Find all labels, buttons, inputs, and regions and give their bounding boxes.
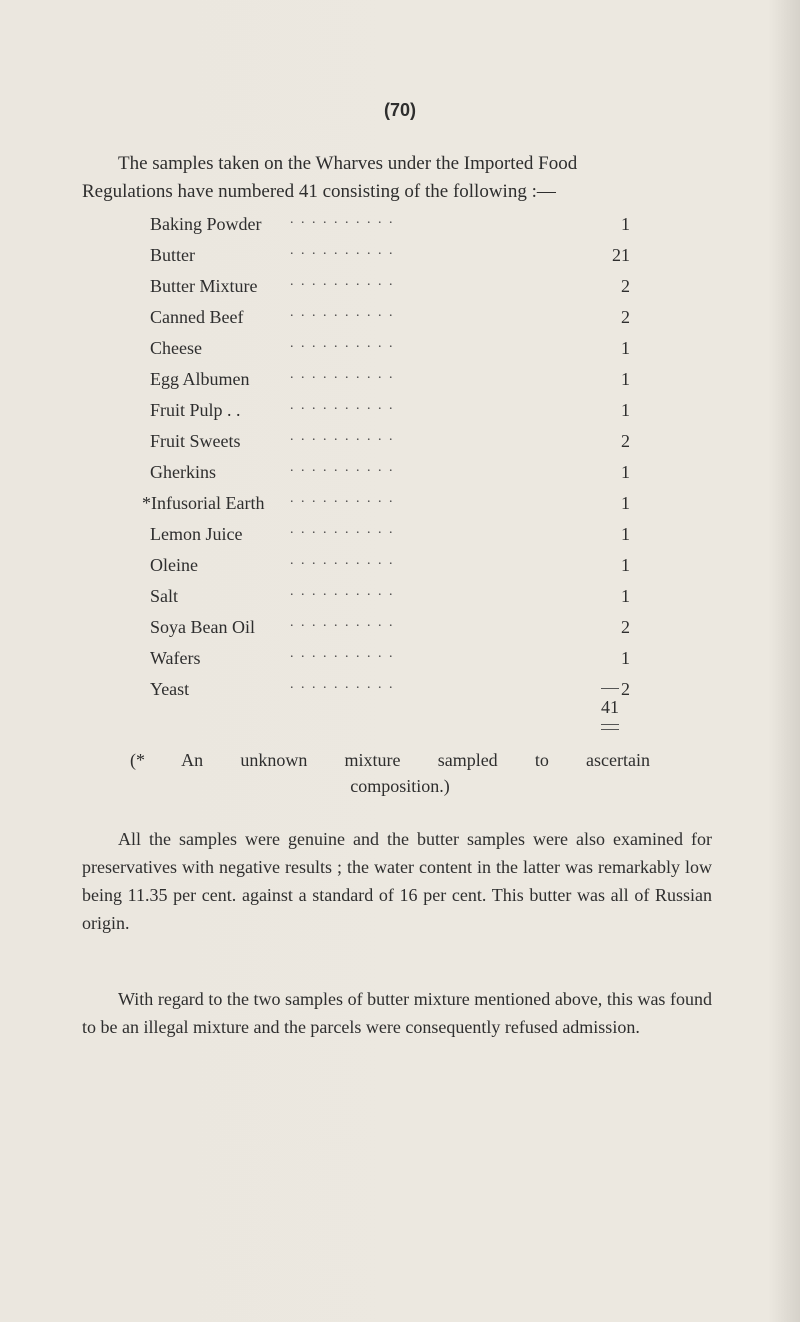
list-item [150, 214, 630, 245]
item-count: 1 [621, 524, 630, 544]
item-name: *Infusorial Earth [142, 493, 265, 513]
item-name: Lemon Juice [150, 524, 243, 544]
sum-rule [601, 688, 619, 689]
item-name: Canned Beef [150, 307, 244, 327]
total-block [590, 680, 630, 730]
item-name: Fruit Pulp . . [150, 400, 241, 420]
item-count: 1 [621, 369, 630, 389]
page-number: (70) [383, 100, 416, 120]
leader-dots: . . . . . . . . . . [290, 305, 395, 320]
item-count: 21 [612, 245, 630, 265]
list-item [150, 648, 630, 679]
item-name: Butter Mixture [150, 276, 258, 296]
item-count: 2 [621, 679, 630, 699]
list-item [150, 462, 630, 493]
list-item [150, 307, 630, 338]
item-name: Fruit Sweets [150, 431, 241, 451]
leader-dots: . . . . . . . . . . [290, 336, 395, 351]
list-item [150, 245, 630, 276]
item-name: Oleine [150, 555, 198, 575]
item-name: Soya Bean Oil [150, 617, 255, 637]
leader-dots: . . . . . . . . . . [290, 522, 395, 537]
item-count: 1 [621, 648, 630, 668]
leader-dots: . . . . . . . . . . [290, 429, 395, 444]
leader-dots: . . . . . . . . . . [290, 398, 395, 413]
item-name: Egg Albumen [150, 369, 250, 389]
leader-dots: . . . . . . . . . . [290, 367, 395, 382]
paragraph-results: All the samples were genuine and the butter samples were also examined for preservatives with negative results ; the water content in the latter was remarkably low being 11.35 per cent. against a standard of 16 per cent. This butter was all of Russian origin. [82, 829, 712, 933]
list-item [150, 524, 630, 555]
leader-dots: . . . . . . . . . . [290, 274, 395, 289]
item-count: 1 [621, 462, 630, 482]
leader-dots: . . . . . . . . . . [290, 584, 395, 599]
leader-dots: . . . . . . . . . . [290, 491, 395, 506]
leader-dots: . . . . . . . . . . [290, 243, 395, 258]
item-count: 2 [621, 617, 630, 637]
item-name: Butter [150, 245, 195, 265]
item-name: Baking Powder [150, 214, 262, 234]
item-name: Yeast [150, 679, 190, 699]
item-count: 1 [621, 214, 630, 234]
leader-dots: . . . . . . . . . . [290, 460, 395, 475]
list-item [150, 400, 630, 431]
leader-dots: . . . . . . . . . . [290, 646, 395, 661]
list-item [150, 338, 630, 369]
item-name: Wafers [150, 648, 201, 668]
item-count: 1 [621, 555, 630, 575]
list-item [150, 617, 630, 648]
footnote-line-1: (* An unknown mixture sampled to ascertain [130, 750, 650, 770]
list-item [150, 555, 630, 586]
list-item [150, 369, 630, 400]
item-count: 1 [621, 586, 630, 606]
intro-line-2: Regulations have numbered 41 consisting of the following :— [82, 181, 556, 202]
item-count: 2 [621, 431, 630, 451]
total-count: 41 [601, 697, 619, 717]
sample-list [142, 212, 630, 710]
list-item [150, 431, 630, 462]
list-item [150, 276, 630, 307]
item-count: 1 [621, 338, 630, 358]
item-count: 1 [621, 400, 630, 420]
item-name: Cheese [150, 338, 202, 358]
intro-line-1: The samples taken on the Wharves under the Imported Food [118, 153, 578, 174]
leader-dots: . . . . . . . . . . [290, 553, 395, 568]
leader-dots: . . . . . . . . . . [290, 212, 395, 227]
intro-paragraph [82, 150, 742, 206]
paragraph-butter-mixture: With regard to the two samples of butter mixture mentioned above, this was found to be an illegal mixture and the parcels were consequently refused admission. [82, 989, 712, 1037]
list-item [150, 679, 630, 710]
item-name: Salt [150, 586, 179, 606]
leader-dots: . . . . . . . . . . [290, 677, 395, 692]
item-count: 2 [621, 307, 630, 327]
leader-dots: . . . . . . . . . . [290, 615, 395, 630]
footnote-line-2: composition.) [350, 776, 450, 796]
item-name: Gherkins [150, 462, 216, 482]
list-item [150, 586, 630, 617]
double-rule [601, 724, 619, 730]
list-item [142, 491, 630, 524]
item-count: 1 [621, 493, 630, 513]
item-count: 2 [621, 276, 630, 296]
